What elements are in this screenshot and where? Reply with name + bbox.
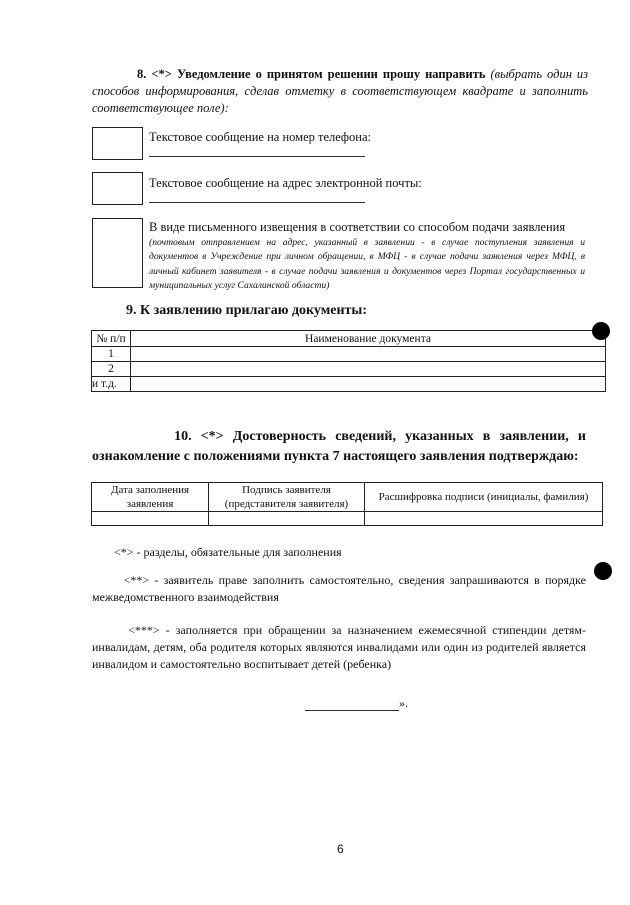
document-name-cell[interactable] [131,377,606,392]
email-input-line[interactable] [149,202,365,203]
decoding-cell[interactable] [365,512,603,526]
note-interagency [92,572,586,606]
section-8-instruction: (выбрать один из способов информирования, сделав отметку в соответствующем квадрате и заполнить соответствующее поле): [92,67,589,115]
email-option-label: Текстовое сообщение на адрес электронной почты: [149,176,422,190]
note-required: <*> - разделы, обязательные для заполнения [114,545,342,559]
section-8-number: 8. [137,67,147,81]
scan-dot [594,562,612,580]
letter-option-label: В виде письменного извещения в соответствии со способом подачи заявления [149,220,566,234]
closing-quote: ». [399,696,408,710]
table-row [92,512,603,526]
signature-table [91,482,603,526]
table-row [92,377,606,392]
phone-checkbox[interactable] [92,127,143,160]
phone-input-line[interactable] [149,156,365,157]
section-8-heading [92,66,588,117]
signature-header: Подпись заявителя (представителя заявителя) [209,483,365,512]
column-number-header: № п/п [92,331,131,347]
column-document-header: Наименование документа [131,331,606,347]
section-8-marker: <*> [151,67,172,81]
section-10-text: 10. <*> Достоверность сведений, указанных в заявлении, и ознакомление с положениями пункта 7 настоящего заявления подтверждаю: [92,429,586,464]
documents-table [91,330,606,392]
closing-line [305,710,399,711]
row-number: 2 [92,362,131,377]
table-row [92,347,606,362]
decoding-header: Расшифровка подписи (инициалы, фамилия) [365,483,603,512]
document-name-cell[interactable] [131,347,606,362]
section-8-title: Уведомление о принятом решении прошу направить [176,67,486,81]
note-interagency-text: <**> - заявитель праве заполнить самостоятельно, сведения запрашиваются в порядке межведомственного взаимодействия [92,573,587,604]
row-number: 1 [92,347,131,362]
date-cell[interactable] [92,512,209,526]
section-9-title: 9. К заявлению прилагаю документы: [126,303,368,318]
note-stipend [92,622,586,673]
section-10-title [92,427,586,467]
email-checkbox[interactable] [92,172,143,205]
letter-checkbox[interactable] [92,218,143,288]
row-number: и т.д. [92,377,131,392]
letter-option-detail: (почтовым отправлением на адрес, указанный в заявлении - в случае поступления заявления и документов в Учреждение при личном обращении, в МФЦ - в случае подачи заявления через МФЦ, в личный кабинет заявителя - в случае подачи заявления и документов через Портал государственных и муниципальных услуг Сахалинской области) [149,237,585,291]
signature-cell[interactable] [209,512,365,526]
document-name-cell[interactable] [131,362,606,377]
scan-dot [592,322,610,340]
note-stipend-text: <***> - заполняется при обращении за назначением ежемесячной стипендии детям-инвалидам, детям, оба родителя которых являются инвалидами или один из родителей является инвалидом и самостоятельно воспитывает детей (ребенка) [92,623,587,671]
date-header: Дата заполнения заявления [92,483,209,512]
phone-option-label: Текстовое сообщение на номер телефона: [149,130,371,144]
table-row [92,362,606,377]
page-number: 6 [337,842,344,856]
